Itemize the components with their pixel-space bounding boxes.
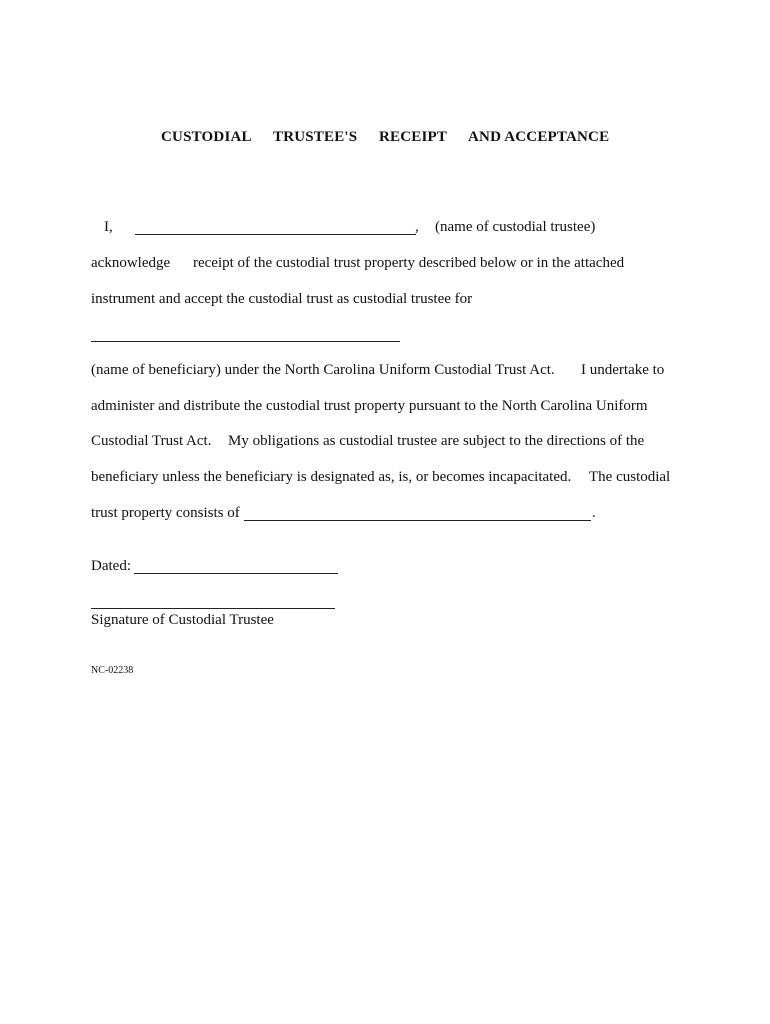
title-word-receipt: RECEIPT <box>379 129 448 145</box>
trust-property-blank[interactable] <box>244 520 591 521</box>
trustee-name-blank[interactable] <box>135 234 416 235</box>
trustee-name-caption: (name of custodial trustee) <box>435 219 596 235</box>
signature-caption: Signature of Custodial Trustee <box>91 612 274 628</box>
signature-blank[interactable] <box>91 608 335 609</box>
trust-property-period: . <box>592 505 596 521</box>
undertake-text: I undertake to <box>581 362 665 378</box>
title-word-and-acceptance: AND ACCEPTANCE <box>468 129 610 145</box>
dated-label: Dated: <box>91 558 131 574</box>
obligations-text: My obligations as custodial trustee are subject to the directions of the <box>228 433 645 449</box>
trustee-prefix: I, <box>104 219 113 235</box>
form-code: NC-02238 <box>91 665 134 676</box>
administer-text: administer and distribute the custodial trust property pursuant to the North Carolina Uniform <box>91 398 648 414</box>
act-name-text: Custodial Trust Act. <box>91 433 212 449</box>
trustee-name-comma: , <box>415 219 419 235</box>
acknowledge-word: acknowledge <box>91 255 171 271</box>
title-word-custodial: CUSTODIAL <box>161 129 252 145</box>
beneficiary-name-blank[interactable] <box>91 341 400 342</box>
beneficiary-unless-text: beneficiary unless the beneficiary is designated as, is, or becomes incapacitated. <box>91 469 572 485</box>
beneficiary-caption-text: (name of beneficiary) under the North Carolina Uniform Custodial Trust Act. <box>91 362 555 378</box>
instrument-text: instrument and accept the custodial trust as custodial trustee for <box>91 291 473 307</box>
title-word-trustees: TRUSTEE'S <box>273 129 358 145</box>
custodial-text: The custodial <box>589 469 671 485</box>
acknowledge-text: receipt of the custodial trust property described below or in the attached <box>193 255 625 271</box>
trust-property-text: trust property consists of <box>91 505 240 521</box>
date-blank[interactable] <box>134 573 338 574</box>
